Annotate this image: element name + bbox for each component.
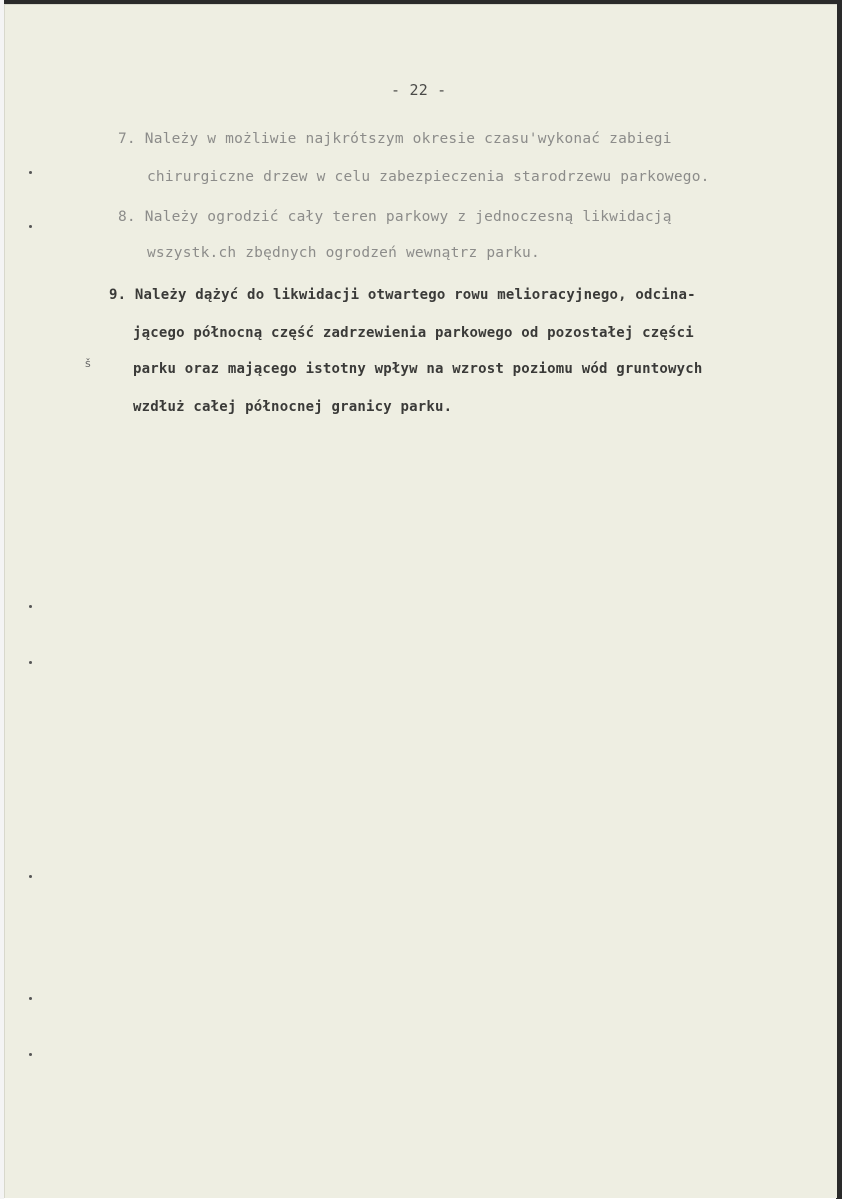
margin-dot — [29, 605, 32, 608]
item-7-line-1: 7. Należy w możliwie najkrótszym okresie czasu'wykonać zabiegi — [118, 131, 672, 147]
margin-dot — [29, 225, 32, 228]
margin-dot — [29, 1053, 32, 1056]
item-9-line-2: jącego północną część zadrzewienia parkowego od pozostałej części — [133, 325, 694, 341]
margin-dot — [29, 171, 32, 174]
margin-mark: š — [85, 357, 91, 370]
page-number: - 22 - — [391, 81, 447, 99]
item-9-line-1: 9. Należy dążyć do likwidacji otwartego rowu melioracyjnego, odcina- — [109, 287, 696, 303]
item-8-line-2: wszystk.ch zbędnych ogrodzeń wewnątrz parku. — [147, 245, 540, 261]
margin-dot — [29, 661, 32, 664]
item-9-line-3: parku oraz mającego istotny wpływ na wzrost poziomu wód gruntowych — [133, 361, 703, 377]
item-9-line-4: wzdłuż całej północnej granicy parku. — [133, 399, 453, 415]
item-8-line-1: 8. Należy ogrodzić cały teren parkowy z jednoczesną likwidacją — [118, 209, 672, 225]
margin-dot — [29, 997, 32, 1000]
item-7-line-2: chirurgiczne drzew w celu zabezpieczenia starodrzewu parkowego. — [147, 169, 710, 185]
margin-dot — [29, 875, 32, 878]
document-page — [4, 4, 837, 1198]
